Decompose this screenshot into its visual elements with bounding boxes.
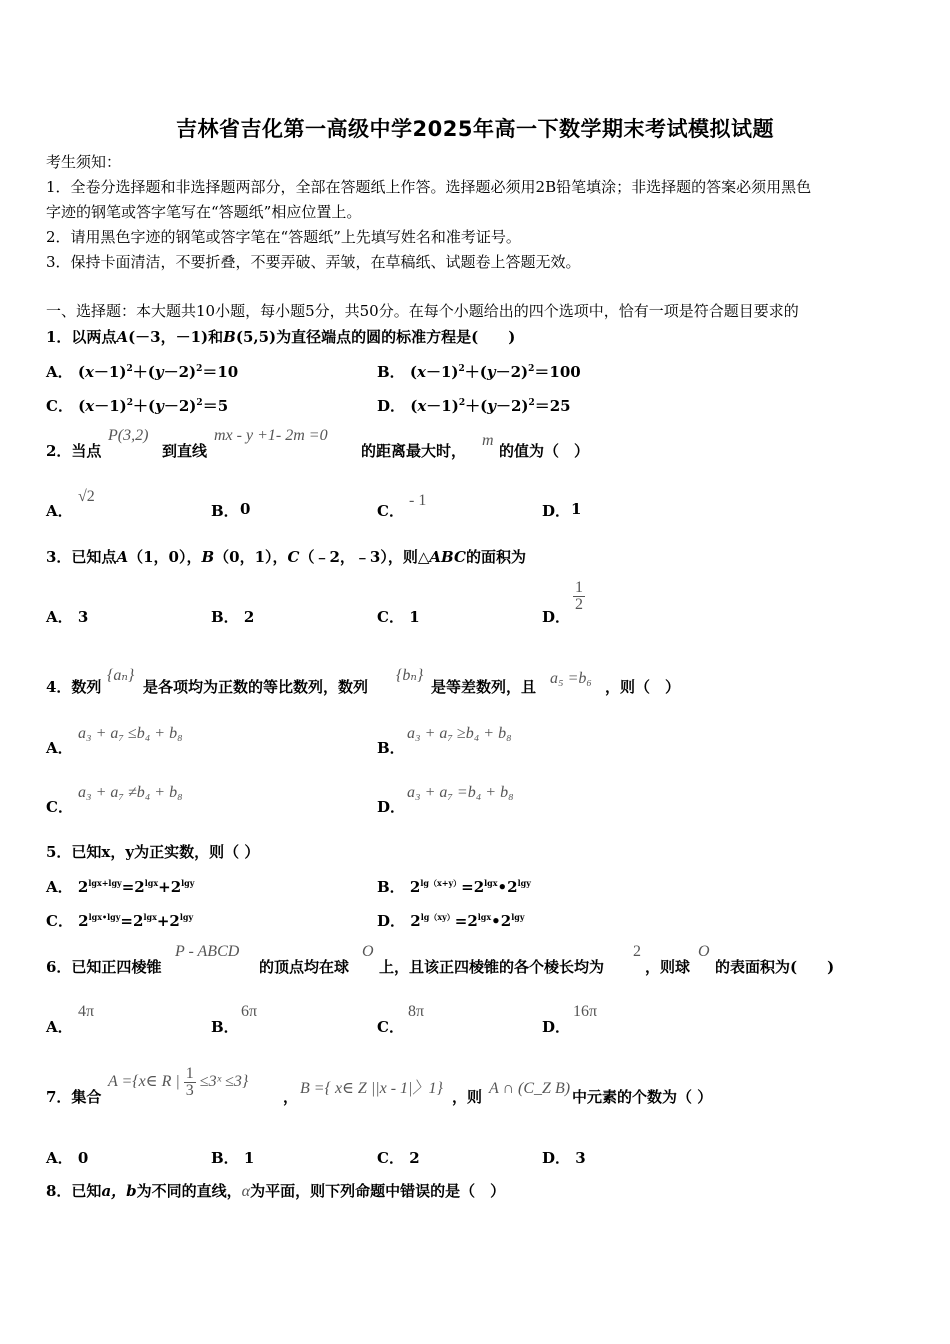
question-4-seq-b: {bₙ} — [396, 667, 424, 684]
question-5-option-a[interactable]: A． $2^{lgx+lgy}=2^{lgx}+2^{lgy}$ — [46, 878, 195, 896]
question-5-option-b[interactable]: B． $2^{lg(x+y)}=2^{lgx}•2^{lgy}$ — [377, 878, 531, 896]
question-7-mid: ，则 — [452, 1088, 483, 1106]
question-7-option-b[interactable]: B． 1 — [211, 1149, 255, 1167]
question-2-option-d-label[interactable]: D． — [542, 502, 571, 520]
question-1-option-b[interactable]: B． $(x-1)^2+(y-2)^2=100$ — [377, 363, 581, 381]
question-4-seq-a: {aₙ} — [107, 667, 135, 684]
question-6-mid1: 的顶点均在球 — [259, 958, 350, 976]
question-7-option-a[interactable]: A． 0 — [46, 1149, 89, 1167]
question-4-option-d-label[interactable]: D． — [377, 798, 406, 816]
question-6-option-c: 8π — [408, 1003, 425, 1020]
question-4-option-b: a₃ + a₇ ≥b₄ + b₈ — [407, 725, 512, 742]
question-2-num: 2．当点 — [46, 442, 102, 460]
question-6-option-b-label[interactable]: B． — [211, 1018, 239, 1036]
question-6-pyramid: P - ABCD — [175, 943, 240, 960]
question-2-option-c-label[interactable]: C． — [377, 502, 404, 520]
question-2-option-b: 0 — [240, 500, 251, 518]
question-7-set-b: B ={ x∈ Z ||x - 1|〉1} — [300, 1080, 443, 1097]
question-1-option-d[interactable]: D． $(x-1)^2+(y-2)^2=25$ — [377, 397, 571, 415]
question-2-option-c: - 1 — [409, 492, 427, 509]
question-2-point: P(3,2) — [108, 427, 149, 444]
question-2-end: 的值为（ ） — [499, 442, 590, 460]
question-6-num: 6．已知正四棱锥 — [46, 958, 162, 976]
question-5-option-c[interactable]: C． $2^{lgx•lgy}=2^{lgx}+2^{lgy}$ — [46, 912, 194, 930]
question-1-option-a[interactable]: A． $(x-1)^2+(y-2)^2=10$ — [46, 363, 239, 381]
question-6-option-c-label[interactable]: C． — [377, 1018, 404, 1036]
question-4-option-a-label[interactable]: A． — [46, 739, 73, 757]
question-7-option-d[interactable]: D． 3 — [542, 1149, 586, 1167]
question-6-sphere-o2: O — [698, 943, 710, 960]
question-2-line: mx - y +1- 2m =0 — [214, 427, 328, 444]
question-2-option-b-label[interactable]: B． — [211, 502, 239, 520]
question-3-stem: 3．已知点A（1，0），B（0，1），C（﹣2，﹣3），则△ABC的面积为 — [46, 548, 526, 566]
question-7-num: 7．集合 — [46, 1088, 102, 1106]
notice-item-1: 1．全卷分选择题和非选择题两部分，全部在答题纸上作答。选择题必须用2B铅笔填涂；非选择题的答案必须用黑色 — [46, 178, 812, 196]
question-1-stem: 1．以两点A(－3，－1)和B(5,5)为直径端点的圆的标准方程是( ) — [46, 328, 516, 346]
question-6-option-a: 4π — [78, 1003, 95, 1020]
section-heading: 一、选择题：本大题共10小题，每小题5分，共50分。在每个小题给出的四个选项中，恰有一项是符合题目要求的 — [46, 302, 799, 320]
question-5-stem: 5．已知x，y为正实数，则（ ） — [46, 843, 260, 861]
notice-heading: 考生须知： — [46, 153, 122, 171]
notice-item-2: 2．请用黑色字迹的钢笔或答字笔在“答题纸”上先填写姓名和准考证号。 — [46, 228, 521, 246]
question-6-edge: 2 — [633, 943, 641, 960]
question-7-end: 中元素的个数为（ ） — [572, 1088, 713, 1106]
question-6-mid2: 上，且该正四棱锥的各个棱长均为 — [379, 958, 605, 976]
question-3-option-a[interactable]: A． 3 — [46, 608, 89, 626]
question-3-option-b[interactable]: B． 2 — [211, 608, 255, 626]
question-2-option-a-label[interactable]: A． — [46, 502, 73, 520]
question-2-var: m — [482, 432, 494, 449]
question-2-tail: 的距离最大时， — [361, 442, 467, 460]
question-2-mid: 到直线 — [162, 442, 208, 460]
page-title: 吉林省吉化第一高级中学2025年高一下数学期末考试模拟试题 — [176, 117, 774, 141]
question-6-sphere-o: O — [362, 943, 374, 960]
question-6-option-b: 6π — [241, 1003, 258, 1020]
question-3-option-d-label[interactable]: D． — [542, 608, 571, 626]
question-4-option-c-label[interactable]: C． — [46, 798, 73, 816]
question-6-option-a-label[interactable]: A． — [46, 1018, 73, 1036]
question-7-option-c[interactable]: C． 2 — [377, 1149, 420, 1167]
question-4-option-c: a₃ + a₇ ≠b₄ + b₈ — [78, 784, 183, 801]
question-6-option-d: 16π — [573, 1003, 598, 1020]
question-2-option-a: √2 — [78, 488, 95, 505]
question-7-comma: ， — [283, 1088, 299, 1106]
question-3-option-c[interactable]: C． 1 — [377, 608, 420, 626]
question-7-expr: A ∩ (C_Z B) — [489, 1080, 571, 1097]
question-7-set-a: A ={x∈ R | $\frac{1}{3}$ ≤3ˣ ≤3} — [108, 1065, 249, 1099]
question-5-option-d[interactable]: D． $2^{lg(xy)}=2^{lgx}•2^{lgy}$ — [377, 912, 525, 930]
question-8-stem: 8．已知a，b为不同的直线，α为平面，则下列命题中错误的是（ ） — [46, 1182, 506, 1200]
question-4-option-a: a₃ + a₇ ≤b₄ + b₈ — [78, 725, 183, 742]
question-6-option-d-label[interactable]: D． — [542, 1018, 571, 1036]
question-4-end: ，则（ ） — [605, 678, 681, 696]
notice-item-1-cont: 字迹的钢笔或答字笔写在“答题纸”相应位置上。 — [46, 203, 362, 221]
question-4-num: 4．数列 — [46, 678, 102, 696]
question-4-option-d: a₃ + a₇ =b₄ + b₈ — [407, 784, 514, 801]
question-4-cond: a₅ =b₆ — [550, 670, 592, 687]
question-4-option-b-label[interactable]: B． — [377, 739, 405, 757]
question-4-mid2: 是等差数列，且 — [431, 678, 537, 696]
question-2-option-d: 1 — [571, 500, 582, 518]
question-6-mid3: ，则球 — [645, 958, 691, 976]
question-6-end: 的表面积为( ) — [715, 958, 835, 976]
question-1-option-c[interactable]: C． $(x-1)^2+(y-2)^2=5$ — [46, 397, 229, 415]
question-3-option-d: $\frac{1}{2}$ — [575, 579, 583, 613]
question-4-mid1: 是各项均为正数的等比数列，数列 — [143, 678, 369, 696]
notice-item-3: 3．保持卡面清洁，不要折叠，不要弄破、弄皱，在草稿纸、试题卷上答题无效。 — [46, 253, 581, 271]
